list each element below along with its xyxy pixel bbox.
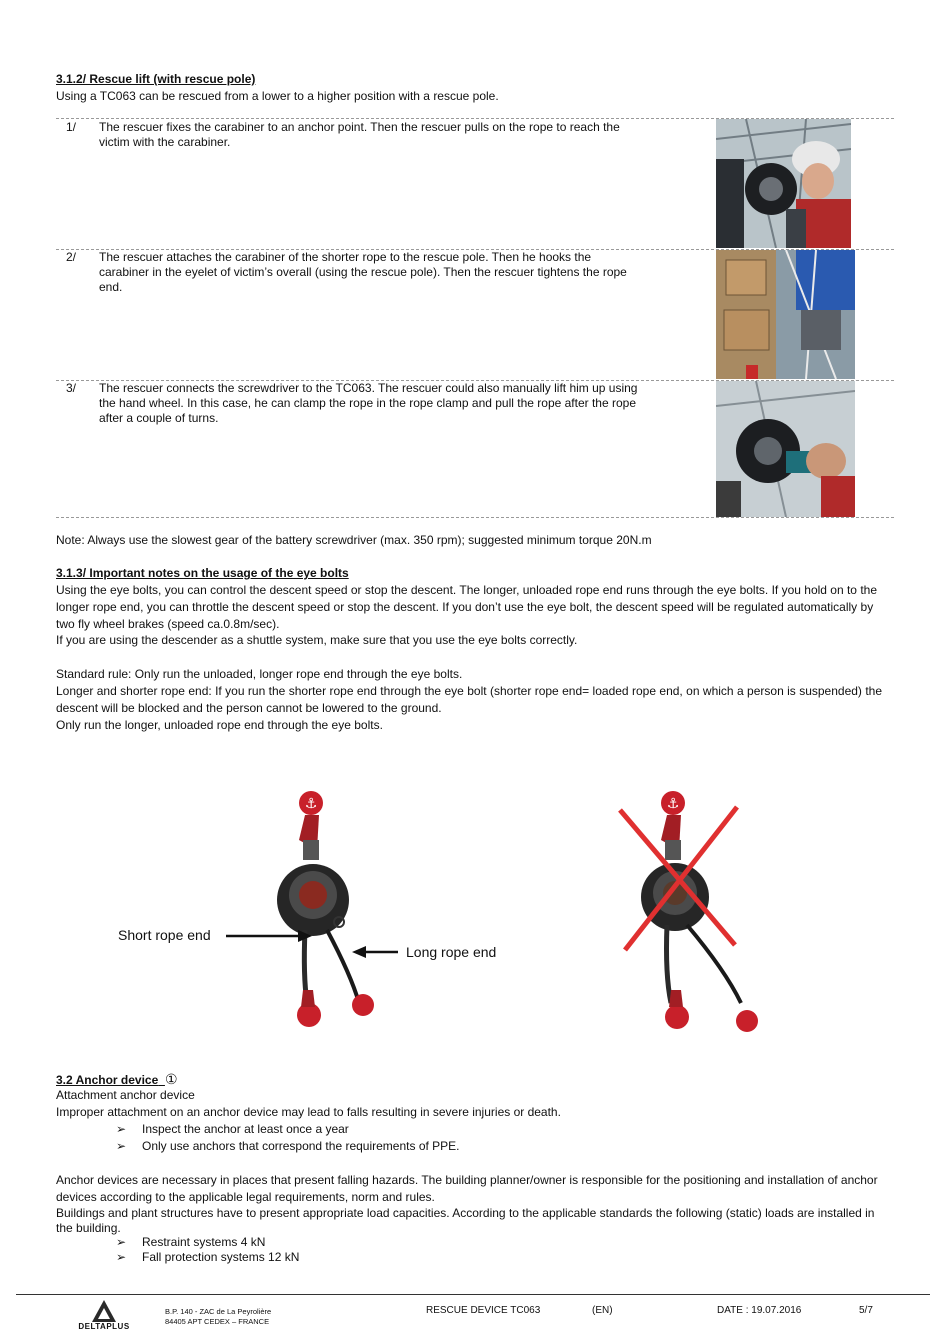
step3-photo <box>716 381 855 517</box>
step-number: 3/ <box>66 381 77 395</box>
section-312-heading: 3.1.2/ Rescue lift (with rescue pole) <box>56 72 256 86</box>
descender-correct-figure <box>265 785 395 1045</box>
arrow-bullet-icon: ➢ <box>116 1235 127 1249</box>
footer-date: DATE : 19.07.2016 <box>717 1305 802 1316</box>
step-number: 1/ <box>66 120 77 134</box>
svg-text:⚓: ⚓ <box>304 796 318 812</box>
section-32-para1: Anchor devices are necessary in places that present falling hazards. The building planner/owner is responsible for the positioning and installation of anchor devices according to the applicable legal requirements, norm and rules. <box>56 1173 878 1204</box>
footer-product: RESCUE DEVICE TC063 <box>426 1305 541 1316</box>
logo-text: DELTAPLUS <box>78 1322 130 1331</box>
section-32-heading: 3.2 Anchor device <box>56 1073 159 1087</box>
deltaplus-logo <box>66 1298 142 1334</box>
step-text: The rescuer fixes the carabiner to an anchor point. Then the rescuer pulls on the rope to reach the victim with the carabiner. <box>99 120 620 149</box>
section-313-rule: Standard rule: Only run the unloaded, longer rope end through the eye bolts. <box>56 667 463 681</box>
descender-incorrect-figure <box>615 785 770 1045</box>
section-313-heading: 3.1.3/ Important notes on the usage of the eye bolts <box>56 566 349 580</box>
svg-text:⚓: ⚓ <box>666 796 680 812</box>
circled-reference-icon: ① <box>164 1071 178 1087</box>
footer-address-2: 84405 APT CEDEX – FRANCE <box>165 1317 270 1326</box>
long-rope-end-label: Long rope end <box>406 944 497 960</box>
section-32-warning: Improper attachment on an anchor device may lead to falls resulting in severe injuries or death. <box>56 1105 561 1119</box>
arrow-bullet-icon: ➢ <box>116 1250 127 1264</box>
list-item: ➢ Restraint systems 4 kN <box>116 1235 266 1249</box>
arrow-bullet-icon: ➢ <box>116 1122 127 1136</box>
note-text: Note: Always use the slowest gear of the battery screwdriver (max. 350 rpm); suggested minimum torque 20N.m <box>56 533 652 547</box>
arrow-bullet-icon: ➢ <box>116 1139 127 1153</box>
section-313-only: Only run the longer, unloaded rope end through the eye bolts. <box>56 718 383 732</box>
footer-address-1: B.P. 140 - ZAC de La Peyrolière <box>165 1307 272 1316</box>
long-rope-arrow <box>352 943 398 964</box>
step-number: 2/ <box>66 250 77 264</box>
list-item: ➢ Fall protection systems 12 kN <box>116 1250 300 1264</box>
section-313-para1: Using the eye bolts, you can control the descent speed or stop the descent. The longer, unloaded rope end runs through the eye bolts. If you hold on to the longer rope end, you can throttle the descent speed or stop the descent. If you don’t use the eye bolt, the descent speed will be regulated automatically by two fly wheel brakes (speed ca.0.8m/sec). <box>56 583 877 631</box>
step-divider <box>56 517 894 518</box>
list-item: ➢ Only use anchors that correspond the requirements of PPE. <box>116 1139 460 1153</box>
section-32-para2: Buildings and plant structures have to present appropriate load capacities. According to the applicable standards the following (static) loads are installed in the building. <box>56 1206 875 1235</box>
short-rope-arrow <box>226 927 312 948</box>
footer-language: (EN) <box>592 1305 613 1316</box>
section-313-para2: If you are using the descender as a shuttle system, make sure that you use the eye bolts correctly. <box>56 633 578 647</box>
section-312-intro: Using a TC063 can be rescued from a lower to a higher position with a rescue pole. <box>56 89 499 103</box>
step-text: The rescuer attaches the carabiner of the shorter rope to the rescue pole. Then he hooks the carabiner in the eyelet of victim’s overall (using the rescue pole). Then the rescuer tightens the rope end. <box>99 250 627 294</box>
step-text: The rescuer connects the screwdriver to the TC063. The rescuer could also manually lift him up using the hand wheel. In this case, he can clamp the rope in the rope clamp and pull the rope after the rope after a couple of turns. <box>99 381 638 425</box>
step2-photo <box>716 250 855 379</box>
list-item: ➢ Inspect the anchor at least once a year <box>116 1122 349 1136</box>
section-313-longer-shorter: Longer and shorter rope end: If you run the shorter rope end through the eye bolt (shorter rope end= loaded rope end, on which a person is suspended) the descent will be blocked and the person cannot be lowered to the ground. <box>56 684 882 715</box>
step1-photo <box>716 119 851 248</box>
short-rope-end-label: Short rope end <box>118 927 211 943</box>
section-32-heading-row <box>56 1071 178 1088</box>
footer-rule <box>16 1294 930 1295</box>
section-32-subheading: Attachment anchor device <box>56 1088 195 1102</box>
footer-page-number: 5/7 <box>859 1305 873 1316</box>
